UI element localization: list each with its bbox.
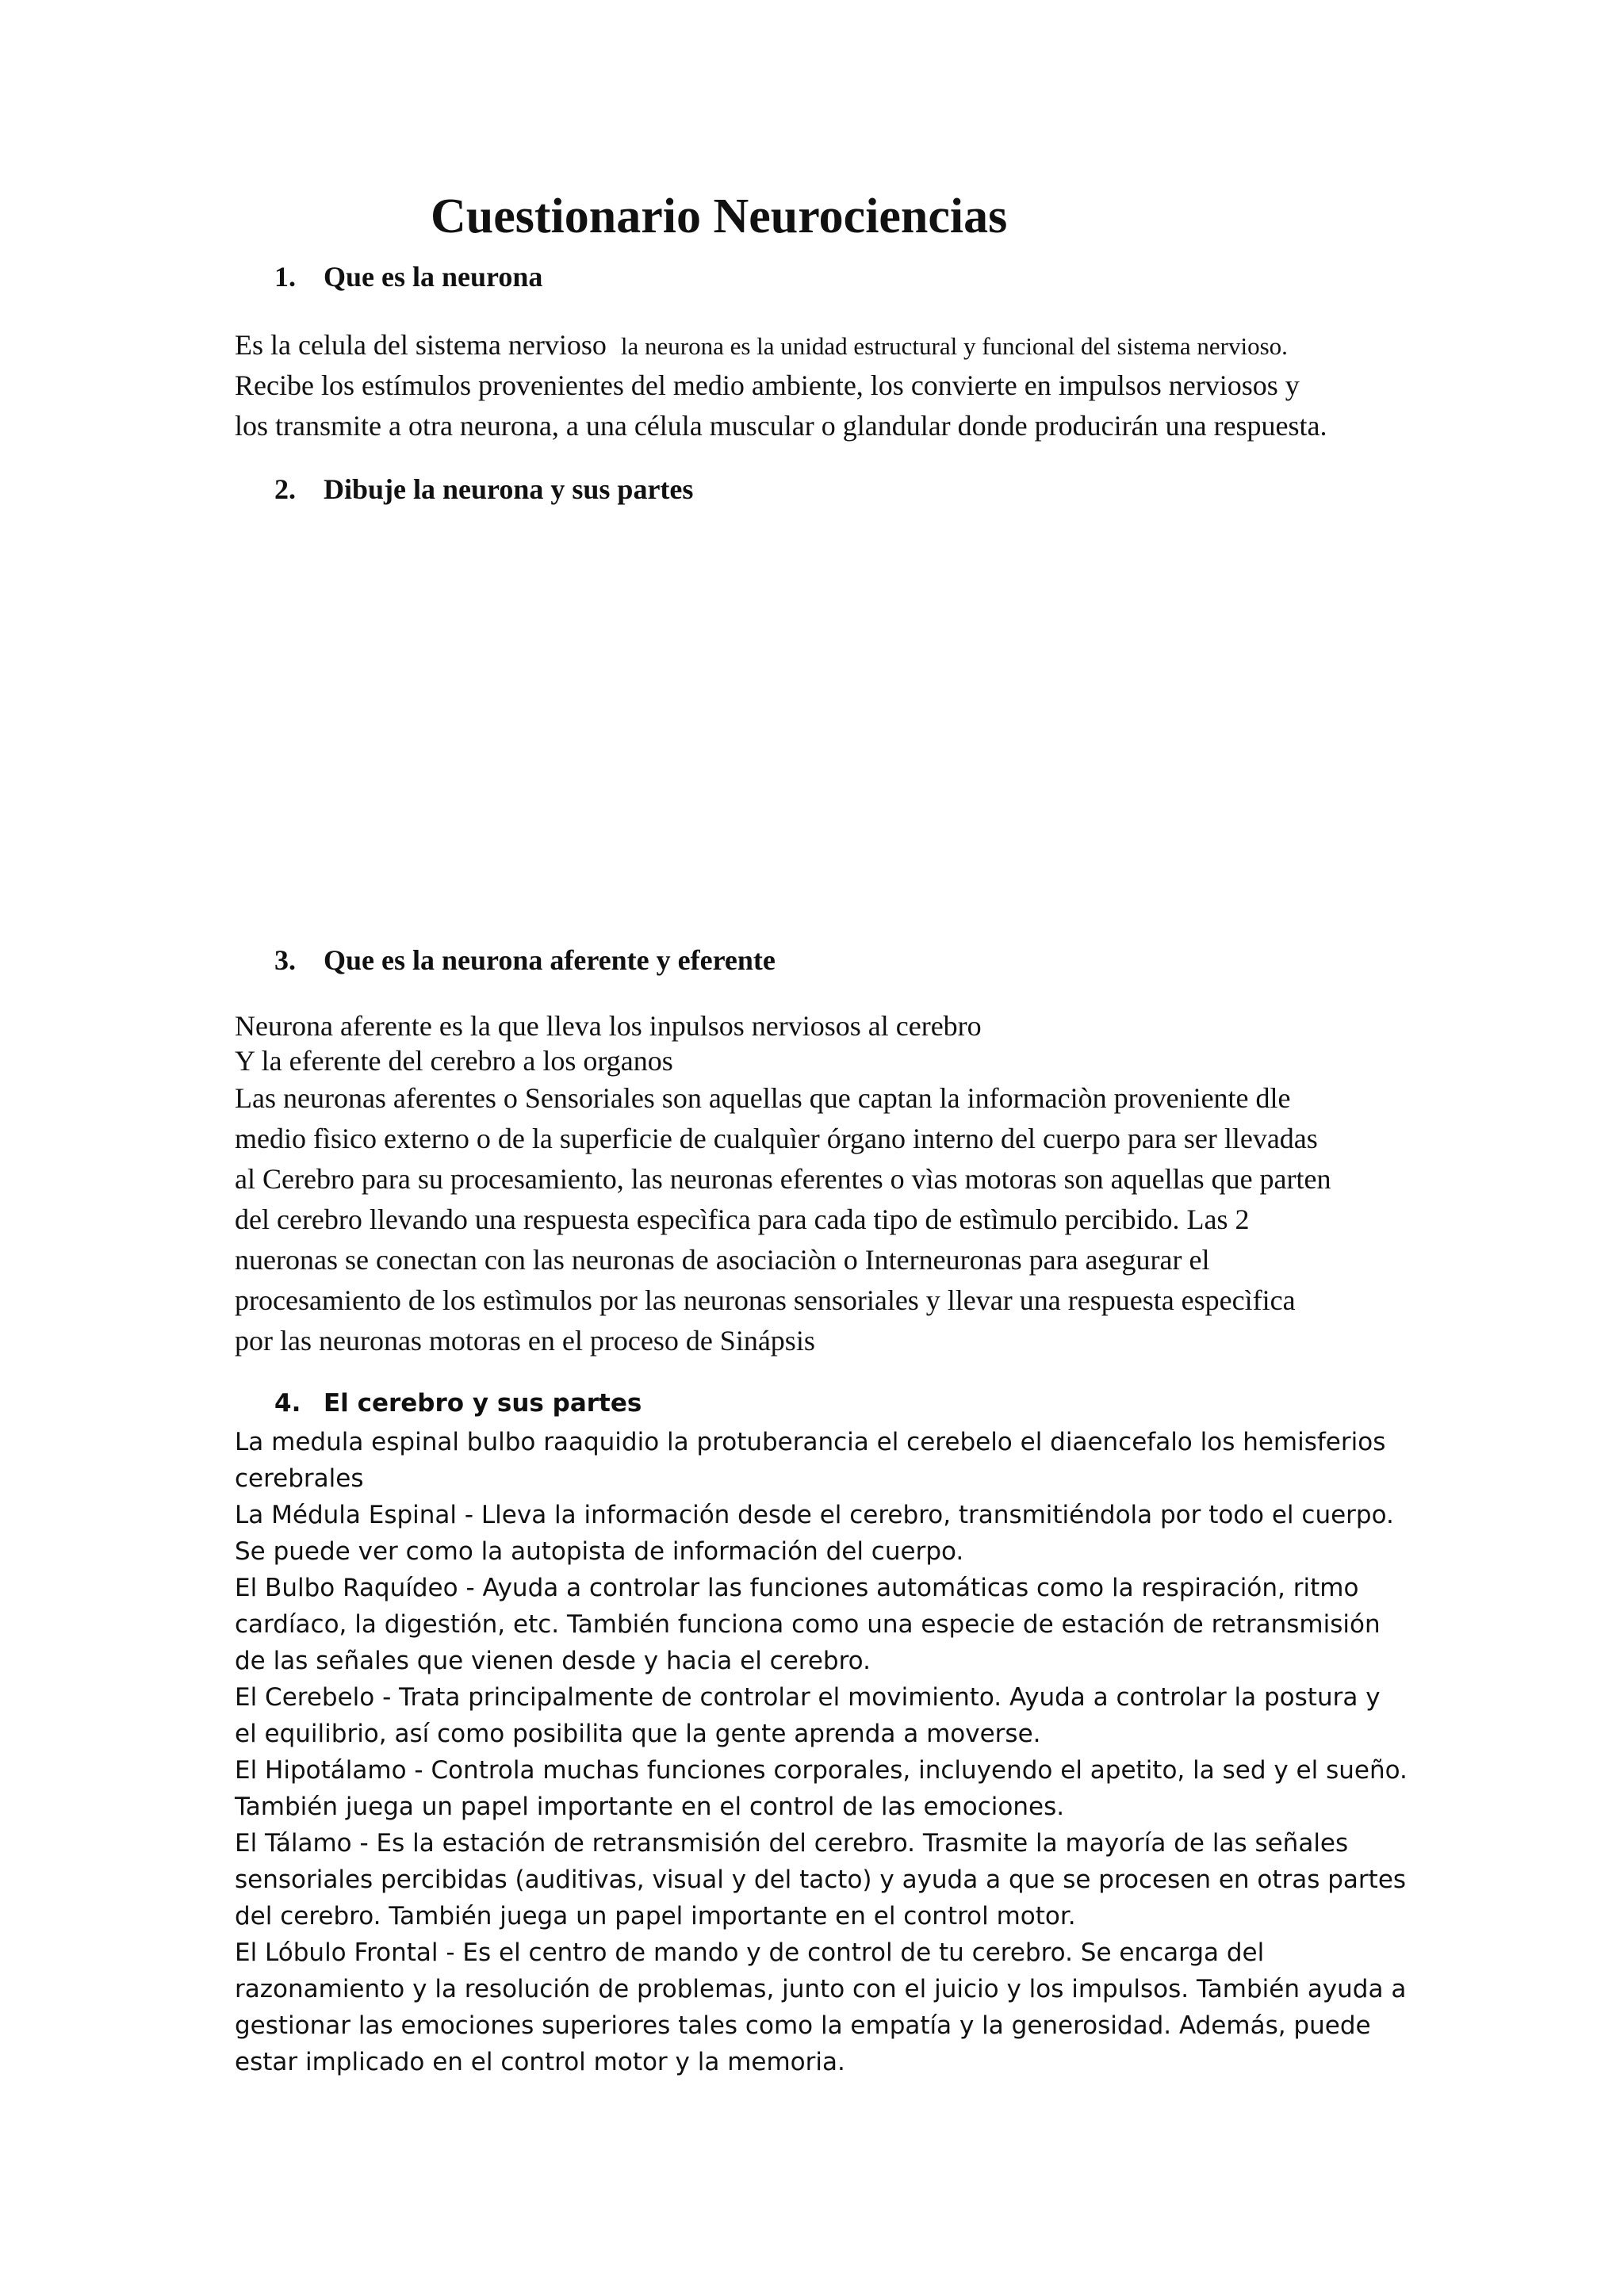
answer-1-line: los transmite a otra neurona, a una célula muscular o glandular donde producirán una respuesta. xyxy=(235,410,1327,442)
answer-3-line: Y la eferente del cerebro a los organos xyxy=(235,1045,673,1077)
answer-4-line: La Médula Espinal - Lleva la información desde el cerebro, transmitiéndola por todo el cuerpo. xyxy=(235,1501,1394,1529)
answer-4-line: cardíaco, la digestión, etc. También funciona como una especie de estación de retransmisión xyxy=(235,1610,1381,1639)
answer-4-line: El Bulbo Raquídeo - Ayuda a controlar las funciones automáticas como la respiración, ritmo xyxy=(235,1574,1359,1602)
question-1-text: Que es la neurona xyxy=(324,261,543,293)
answer-3 xyxy=(235,1008,1331,1361)
answer-1-line xyxy=(235,325,1327,365)
answer-4-line: La medula espinal bulbo raaquidio la protuberancia el cerebelo el diaencefalo los hemisferios xyxy=(235,1428,1386,1456)
answer-4-line: sensoriales percibidas (auditivas, visual y del tacto) y ayuda a que se procesen en otras partes xyxy=(235,1866,1407,1894)
answer-1-line: Recibe los estímulos provenientes del medio ambiente, los convierte en impulsos nerviosos y xyxy=(235,369,1300,401)
question-2-heading xyxy=(274,473,693,506)
answer-4-line: También juega un papel importante en el control de las emociones. xyxy=(235,1793,1065,1821)
answer-4 xyxy=(235,1424,1408,2080)
question-4-heading xyxy=(274,1389,642,1418)
blank-drawing-area xyxy=(235,523,1392,936)
answer-3-line: Las neuronas aferentes o Sensoriales son aquellas que captan la informaciòn proveniente dle xyxy=(235,1082,1291,1114)
answer-4-line: El Hipotálamo - Controla muchas funciones corporales, incluyendo el apetito, la sed y el sueño. xyxy=(235,1756,1408,1785)
answer-4-line: estar implicado en el control motor y la memoria. xyxy=(235,2048,845,2076)
answer-4-line: gestionar las emociones superiores tales como la empatía y la generosidad. Además, puede xyxy=(235,2011,1371,2040)
question-4-number: 4. xyxy=(274,1389,301,1418)
answer-4-line: El Lóbulo Frontal - Es el centro de mando y de control de tu cerebro. Se encarga del xyxy=(235,1938,1265,1967)
document-title: Cuestionario Neurociencias xyxy=(431,189,1008,243)
answer-4-line: de las señales que vienen desde y hacia el cerebro. xyxy=(235,1647,871,1675)
answer-1 xyxy=(235,325,1327,446)
question-4-text: El cerebro y sus partes xyxy=(324,1389,642,1418)
question-1-number: 1. xyxy=(274,261,296,293)
question-3-heading xyxy=(274,943,776,977)
answer-3-line: Neurona aferente es la que lleva los inpulsos nerviosos al cerebro xyxy=(235,1010,982,1042)
answer-1-phrase-small: la neurona es la unidad estructural y funcional del sistema nervioso. xyxy=(620,332,1288,360)
question-2-number: 2. xyxy=(274,473,296,505)
answer-3-line: procesamiento de los estìmulos por las neuronas sensoriales y llevar una respuesta especìfica xyxy=(235,1284,1296,1316)
answer-4-line: Se puede ver como la autopista de información del cuerpo. xyxy=(235,1537,964,1566)
question-3-number: 3. xyxy=(274,944,296,976)
answer-4-line: razonamiento y la resolución de problemas, junto con el juicio y los impulsos. También ayuda a xyxy=(235,1975,1407,2003)
answer-3-line: medio fìsico externo o de la superficie de cualquìer órgano interno del cuerpo para ser llevadas xyxy=(235,1123,1318,1154)
answer-1-phrase: Es la celula del sistema nervioso xyxy=(235,329,607,361)
answer-3-line: del cerebro llevando una respuesta especìfica para cada tipo de estìmulo percibido. Las 2 xyxy=(235,1203,1250,1235)
answer-4-line: el equilibrio, así como posibilita que la gente aprenda a moverse. xyxy=(235,1720,1041,1748)
answer-4-line: El Cerebelo - Trata principalmente de controlar el movimiento. Ayuda a controlar la postura y xyxy=(235,1683,1381,1712)
answer-4-line: El Tálamo - Es la estación de retransmisión del cerebro. Trasmite la mayoría de las señales xyxy=(235,1829,1349,1858)
answer-3-line: nueronas se conectan con las neuronas de asociaciòn o Interneuronas para asegurar el xyxy=(235,1244,1210,1276)
answer-3-line: por las neuronas motoras en el proceso de Sinápsis xyxy=(235,1325,815,1357)
answer-4-line: cerebrales xyxy=(235,1464,364,1493)
question-3-text: Que es la neurona aferente y eferente xyxy=(324,944,776,976)
question-2-text: Dibuje la neurona y sus partes xyxy=(324,473,694,505)
question-1-heading xyxy=(274,260,542,293)
answer-4-line: del cerebro. También juega un papel importante en el control motor. xyxy=(235,1902,1076,1931)
answer-3-line: al Cerebro para su procesamiento, las neuronas eferentes o vìas motoras son aquellas que parten xyxy=(235,1163,1331,1195)
